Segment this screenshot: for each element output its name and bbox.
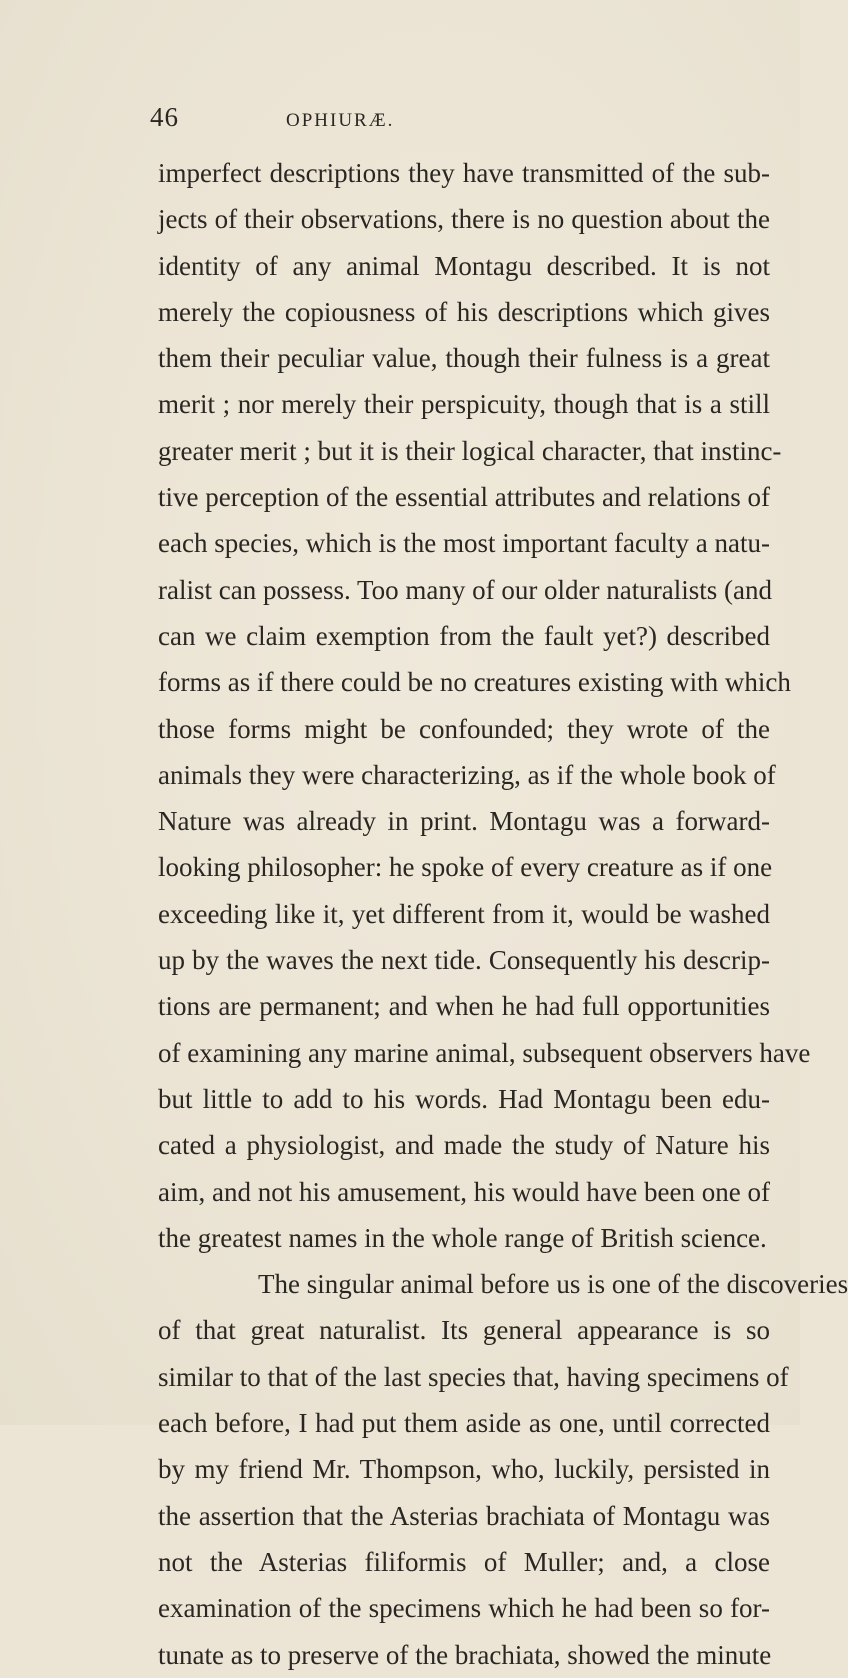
running-head bbox=[150, 102, 770, 142]
text-line: each species, which is the most important faculty a natu- bbox=[158, 528, 770, 559]
text-line: by my friend Mr. Thompson, who, luckily, persisted in bbox=[158, 1454, 770, 1485]
text-line: of that great naturalist. Its general appearance is so bbox=[158, 1315, 770, 1346]
text-line: not the Asterias filiformis of Muller; and, a close bbox=[158, 1546, 770, 1577]
page-number: 46 bbox=[150, 102, 179, 132]
text-line: exceeding like it, yet different from it, would be washed bbox=[158, 898, 770, 929]
text-line: each before, I had put them aside as one, until corrected bbox=[158, 1408, 770, 1439]
text-line: animals they were characterizing, as if the whole book of bbox=[158, 759, 776, 790]
body-text bbox=[158, 150, 848, 1678]
text-line: but little to add to his words. Had Montagu been edu- bbox=[158, 1083, 770, 1114]
text-line: imperfect descriptions they have transmitted of the sub- bbox=[158, 158, 770, 188]
text-line: forms as if there could be no creatures existing with which bbox=[158, 667, 791, 698]
text-line: up by the waves the next tide. Consequently his descrip- bbox=[158, 945, 770, 976]
text-line: jects of their observations, there is no question about the bbox=[158, 204, 770, 235]
text-line: merit ; nor merely their perspicuity, though that is a still bbox=[158, 389, 770, 420]
text-line: tions are permanent; and when he had full opportunities bbox=[158, 991, 770, 1022]
text-line: tive perception of the essential attributes and relations of bbox=[158, 482, 770, 513]
text-line: greater merit ; but it is their logical character, that instinc- bbox=[158, 435, 782, 466]
text-line: tunate as to preserve of the brachiata, showed the minute bbox=[158, 1639, 772, 1670]
text-line: of examining any marine animal, subsequent observers have bbox=[158, 1037, 811, 1068]
text-line: cated a physiologist, and made the study of Nature his bbox=[158, 1130, 770, 1161]
text-line: the assertion that the Asterias brachiata of Montagu was bbox=[158, 1500, 770, 1531]
text-line: identity of any animal Montagu described. It is not bbox=[158, 250, 770, 281]
text-line: looking philosopher: he spoke of every creature as if one bbox=[158, 852, 773, 883]
text-line: the greatest names in the whole range of British science. bbox=[158, 1222, 767, 1253]
text-line: ralist can possess. Too many of our older naturalists (and bbox=[158, 574, 772, 605]
text-line: those forms might be confounded; they wrote of the bbox=[158, 713, 770, 744]
text-line: merely the copiousness of his descriptions which gives bbox=[158, 296, 770, 327]
text-line: examination of the specimens which he had been so for- bbox=[158, 1593, 770, 1624]
text-line: them their peculiar value, though their fulness is a great bbox=[158, 343, 770, 374]
running-title: OPHIURÆ. bbox=[286, 110, 395, 131]
text-line: similar to that of the last species that, having specimens of bbox=[158, 1361, 789, 1392]
text-line: can we claim exemption from the fault yet?) described bbox=[158, 620, 770, 651]
text-line: aim, and not his amusement, his would have been one of bbox=[158, 1176, 770, 1207]
text-line: The singular animal before us is one of the discoveries bbox=[258, 1269, 848, 1300]
text-line: Nature was already in print. Montagu was a forward- bbox=[158, 806, 770, 837]
